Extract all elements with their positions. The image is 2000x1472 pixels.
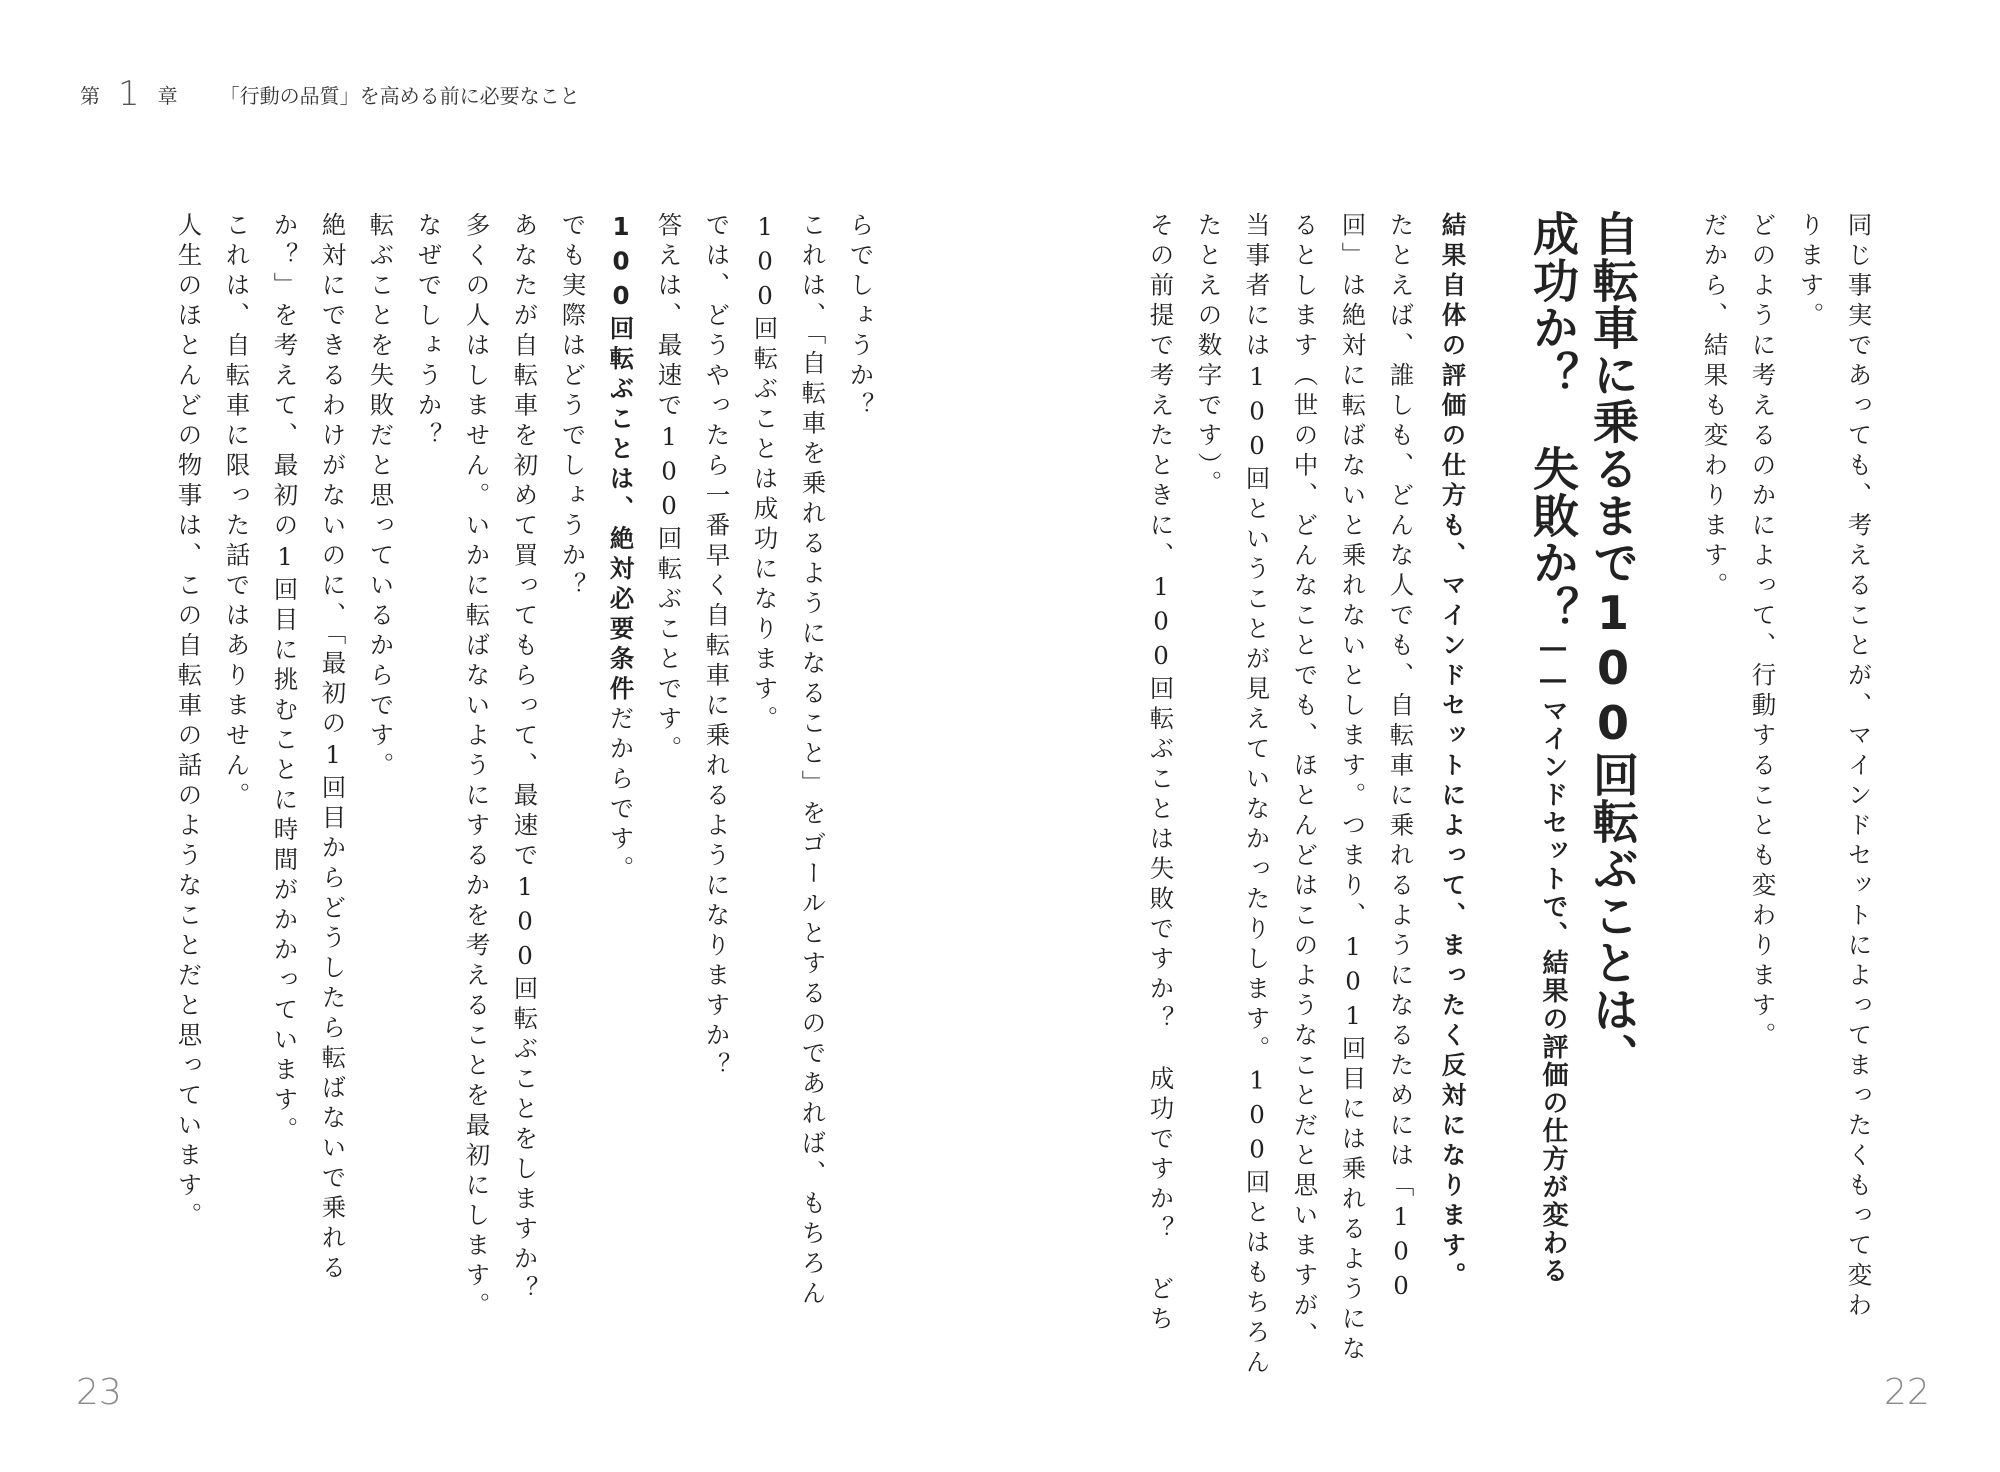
section-subheading: ――マインドセットで、結果の評価の仕方が変わる <box>1538 633 1568 1285</box>
text-column: 100回転ぶことは成功になります。 <box>750 212 780 736</box>
running-header <box>80 74 580 114</box>
text-column: 同じ事実であっても、考えることが、マインドセットによってまったくもって変わ <box>1844 212 1874 1322</box>
text-column: か？」を考えて、最初の1回目に挑むことに時間がかかっています。 <box>270 212 300 1147</box>
emphasis-text: 100回転ぶことは、絶対必要条件 <box>606 212 636 706</box>
page-number-left: 23 <box>76 1372 122 1413</box>
section-heading-line1: 自転車に乗るまで100回転ぶことは、 <box>1586 210 1640 1080</box>
chapter-suffix: 章 <box>157 83 178 108</box>
text-column: 回」は絶対に転ばないと乗れないとします。つまり、101回目には乗れるようにな <box>1338 212 1368 1366</box>
text-column: では、どうやったら一番早く自転車に乗れるようになりますか？ <box>702 212 732 1082</box>
chapter-prefix: 第 <box>80 83 100 108</box>
chapter-number: 1 <box>118 74 140 114</box>
emphasis-tail: だからです。 <box>606 705 636 886</box>
page-number-right: 22 <box>1884 1372 1930 1413</box>
text-column: 多くの人はしません。いかに転ばないようにするかを考えることを最初にします。 <box>462 212 492 1322</box>
text-column: たとえの数字です）。 <box>1194 212 1224 500</box>
text-column: 転ぶことを失敗だと思っているからです。 <box>366 212 396 782</box>
text-column-emphasis <box>606 212 636 1282</box>
text-column: その前提で考えたときに、100回転ぶことは失敗ですか？ 成功ですか？ どち <box>1146 212 1176 1336</box>
text-column: これは、自転車に限った話ではありません。 <box>222 212 252 812</box>
text-column: 絶対にできるわけがないのに、「最初の1回目からどうしたら転ばないで乗れる <box>318 212 348 1285</box>
section-heading-main: 成功か？ 失敗か？ <box>1526 210 1580 633</box>
text-column: ります。 <box>1796 212 1826 332</box>
text-column: なぜでしょうか？ <box>414 212 444 452</box>
text-column: 答えは、最速で100回転ぶことです。 <box>654 212 684 766</box>
text-column: あなたが自転車を初めて買ってもらって、最速で100回転ぶことをしますか？ <box>510 212 540 1306</box>
text-column: たとえば、誰しも、どんな人でも、自転車に乗れるようになるためには「100 <box>1386 212 1416 1306</box>
section-heading-line2 <box>1526 210 1580 1285</box>
text-column: 人生のほとんどの物事は、この自転車の話のようなことだと思っています。 <box>174 212 204 1232</box>
text-column: でも実際はどうでしょうか？ <box>558 212 588 602</box>
chapter-title: 「行動の品質」を高める前に必要なこと <box>219 83 580 108</box>
text-column: これは、「自転車を乗れるようになること」をゴールとするのであれば、もちろん <box>798 212 828 1310</box>
text-column: どのように考えるのかによって、行動することも変わります。 <box>1748 212 1778 1052</box>
text-column: 当事者には100回ということが見えていなかったりします。100回とはもちろん <box>1242 212 1272 1379</box>
text-column: だから、結果も変わります。 <box>1700 212 1730 602</box>
text-column: らでしょうか？ <box>846 212 876 422</box>
text-column: るとします（世の中、どんなことでも、ほとんどはこのようなことだと思いますが、 <box>1290 212 1320 1352</box>
text-column-bold: 結果自体の評価の仕方も、マインドセットによって、まったく反対になります。 <box>1438 212 1468 1292</box>
